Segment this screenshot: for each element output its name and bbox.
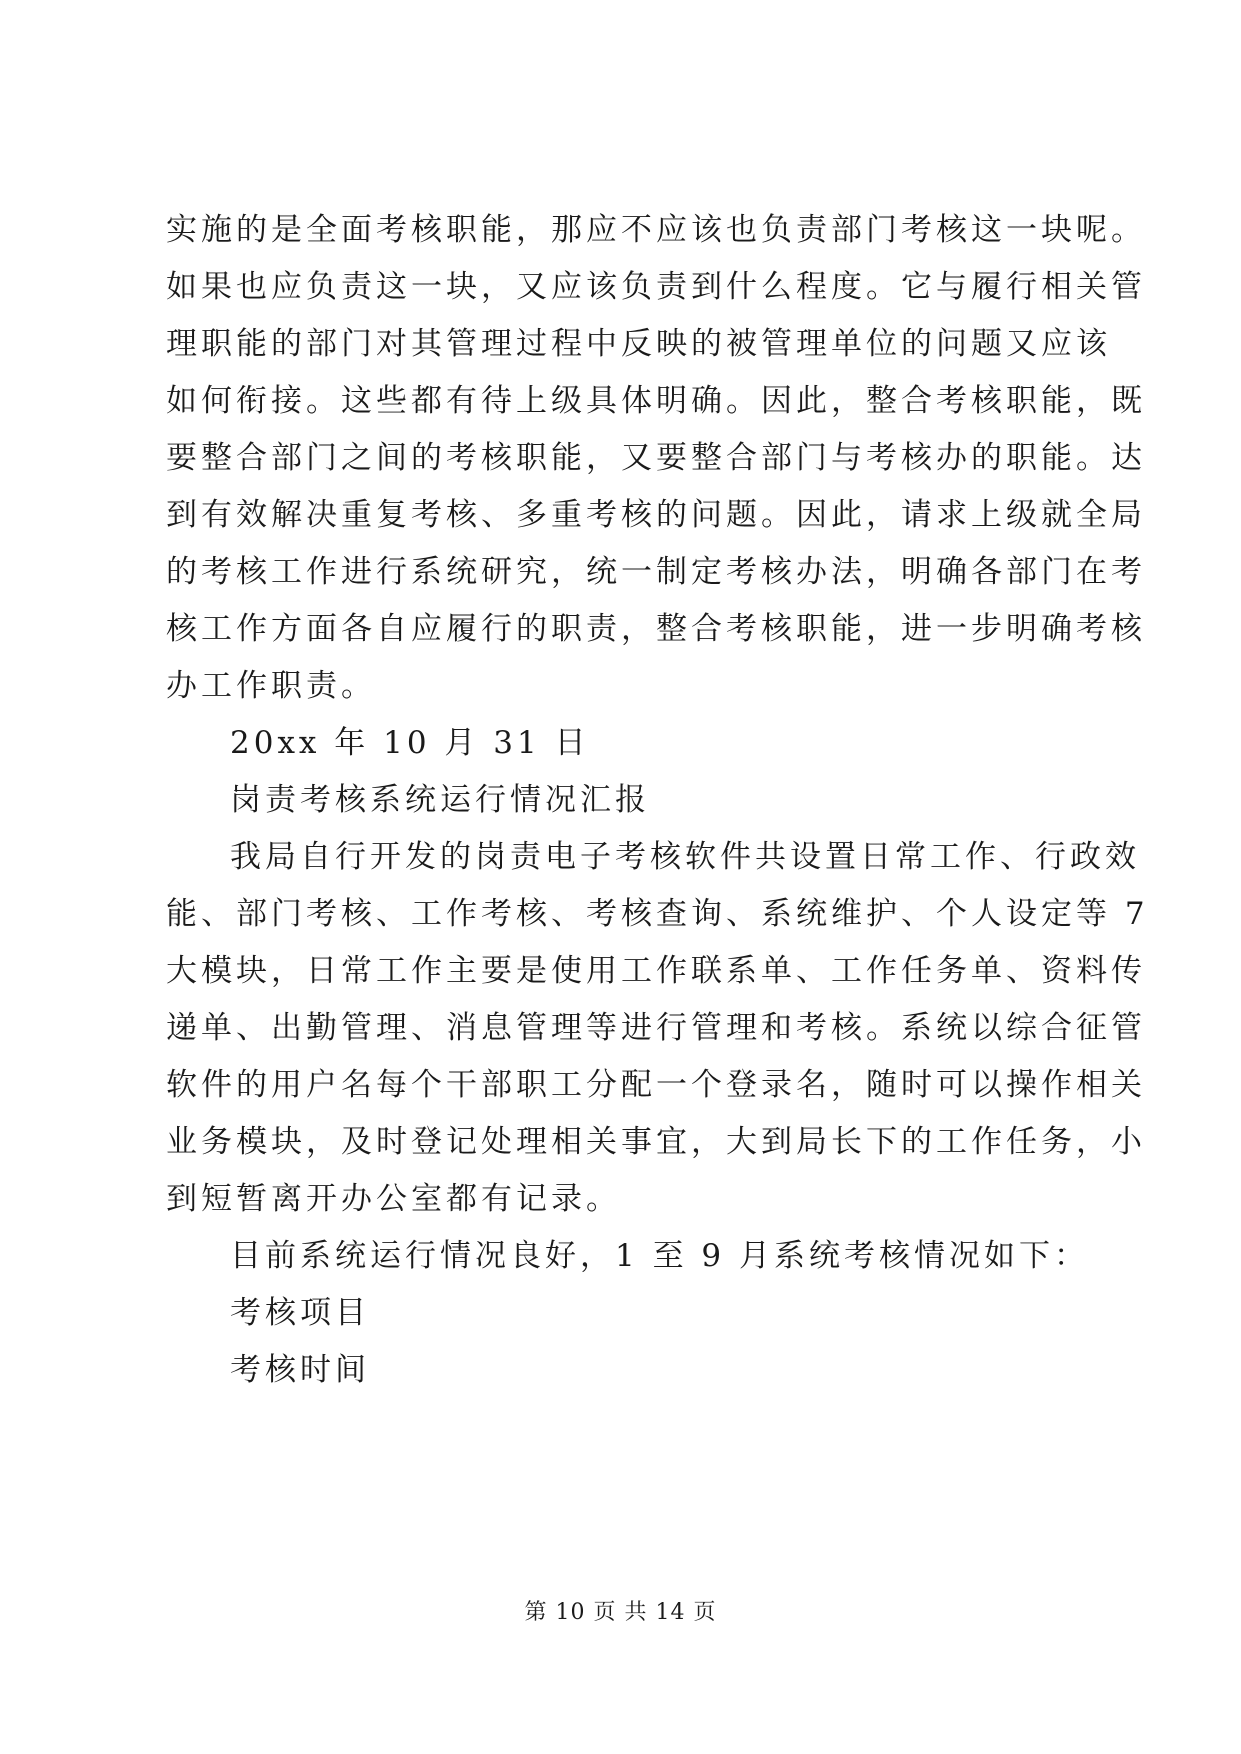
paragraph-line: 业务模块，及时登记处理相关事宜，大到局长下的工作任务，小: [166, 1124, 1146, 1160]
paragraph-line: 办工作职责。: [166, 668, 376, 704]
document-date: 20xx 年 10 月 31 日: [230, 725, 590, 761]
paragraph-line: 能、部门考核、工作考核、考核查询、系统维护、个人设定等 7: [166, 896, 1149, 932]
report-title: 岗责考核系统运行情况汇报: [230, 782, 650, 818]
paragraph-line: 要整合部门之间的考核职能，又要整合部门与考核办的职能。达: [166, 440, 1146, 476]
paragraph-line: 如果也应负责这一块，又应该负责到什么程度。它与履行相关管: [166, 269, 1146, 305]
status-line: 目前系统运行情况良好，1 至 9 月系统考核情况如下：: [230, 1238, 1090, 1274]
paragraph-line: 软件的用户名每个干部职工分配一个登录名，随时可以操作相关: [166, 1067, 1146, 1103]
table-header-time: 考核时间: [230, 1352, 370, 1388]
paragraph-line: 的考核工作进行系统研究，统一制定考核办法，明确各部门在考: [166, 554, 1146, 590]
paragraph-line: 到有效解决重复考核、多重考核的问题。因此，请求上级就全局: [166, 497, 1146, 533]
paragraph-line: 实施的是全面考核职能，那应不应该也负责部门考核这一块呢。: [166, 212, 1146, 248]
paragraph-line: 我局自行开发的岗责电子考核软件共设置日常工作、行政效: [230, 839, 1140, 875]
table-header-item: 考核项目: [230, 1295, 370, 1331]
paragraph-line: 核工作方面各自应履行的职责，整合考核职能，进一步明确考核: [166, 611, 1146, 647]
paragraph-line: 递单、出勤管理、消息管理等进行管理和考核。系统以综合征管: [166, 1010, 1146, 1046]
paragraph-line: 理职能的部门对其管理过程中反映的被管理单位的问题又应该: [166, 326, 1111, 362]
paragraph-line: 大模块，日常工作主要是使用工作联系单、工作任务单、资料传: [166, 953, 1146, 989]
page-footer: 第 10 页 共 14 页: [524, 1600, 717, 1625]
paragraph-line: 到短暂离开办公室都有记录。: [166, 1181, 621, 1217]
paragraph-line: 如何衔接。这些都有待上级具体明确。因此，整合考核职能，既: [166, 383, 1146, 419]
